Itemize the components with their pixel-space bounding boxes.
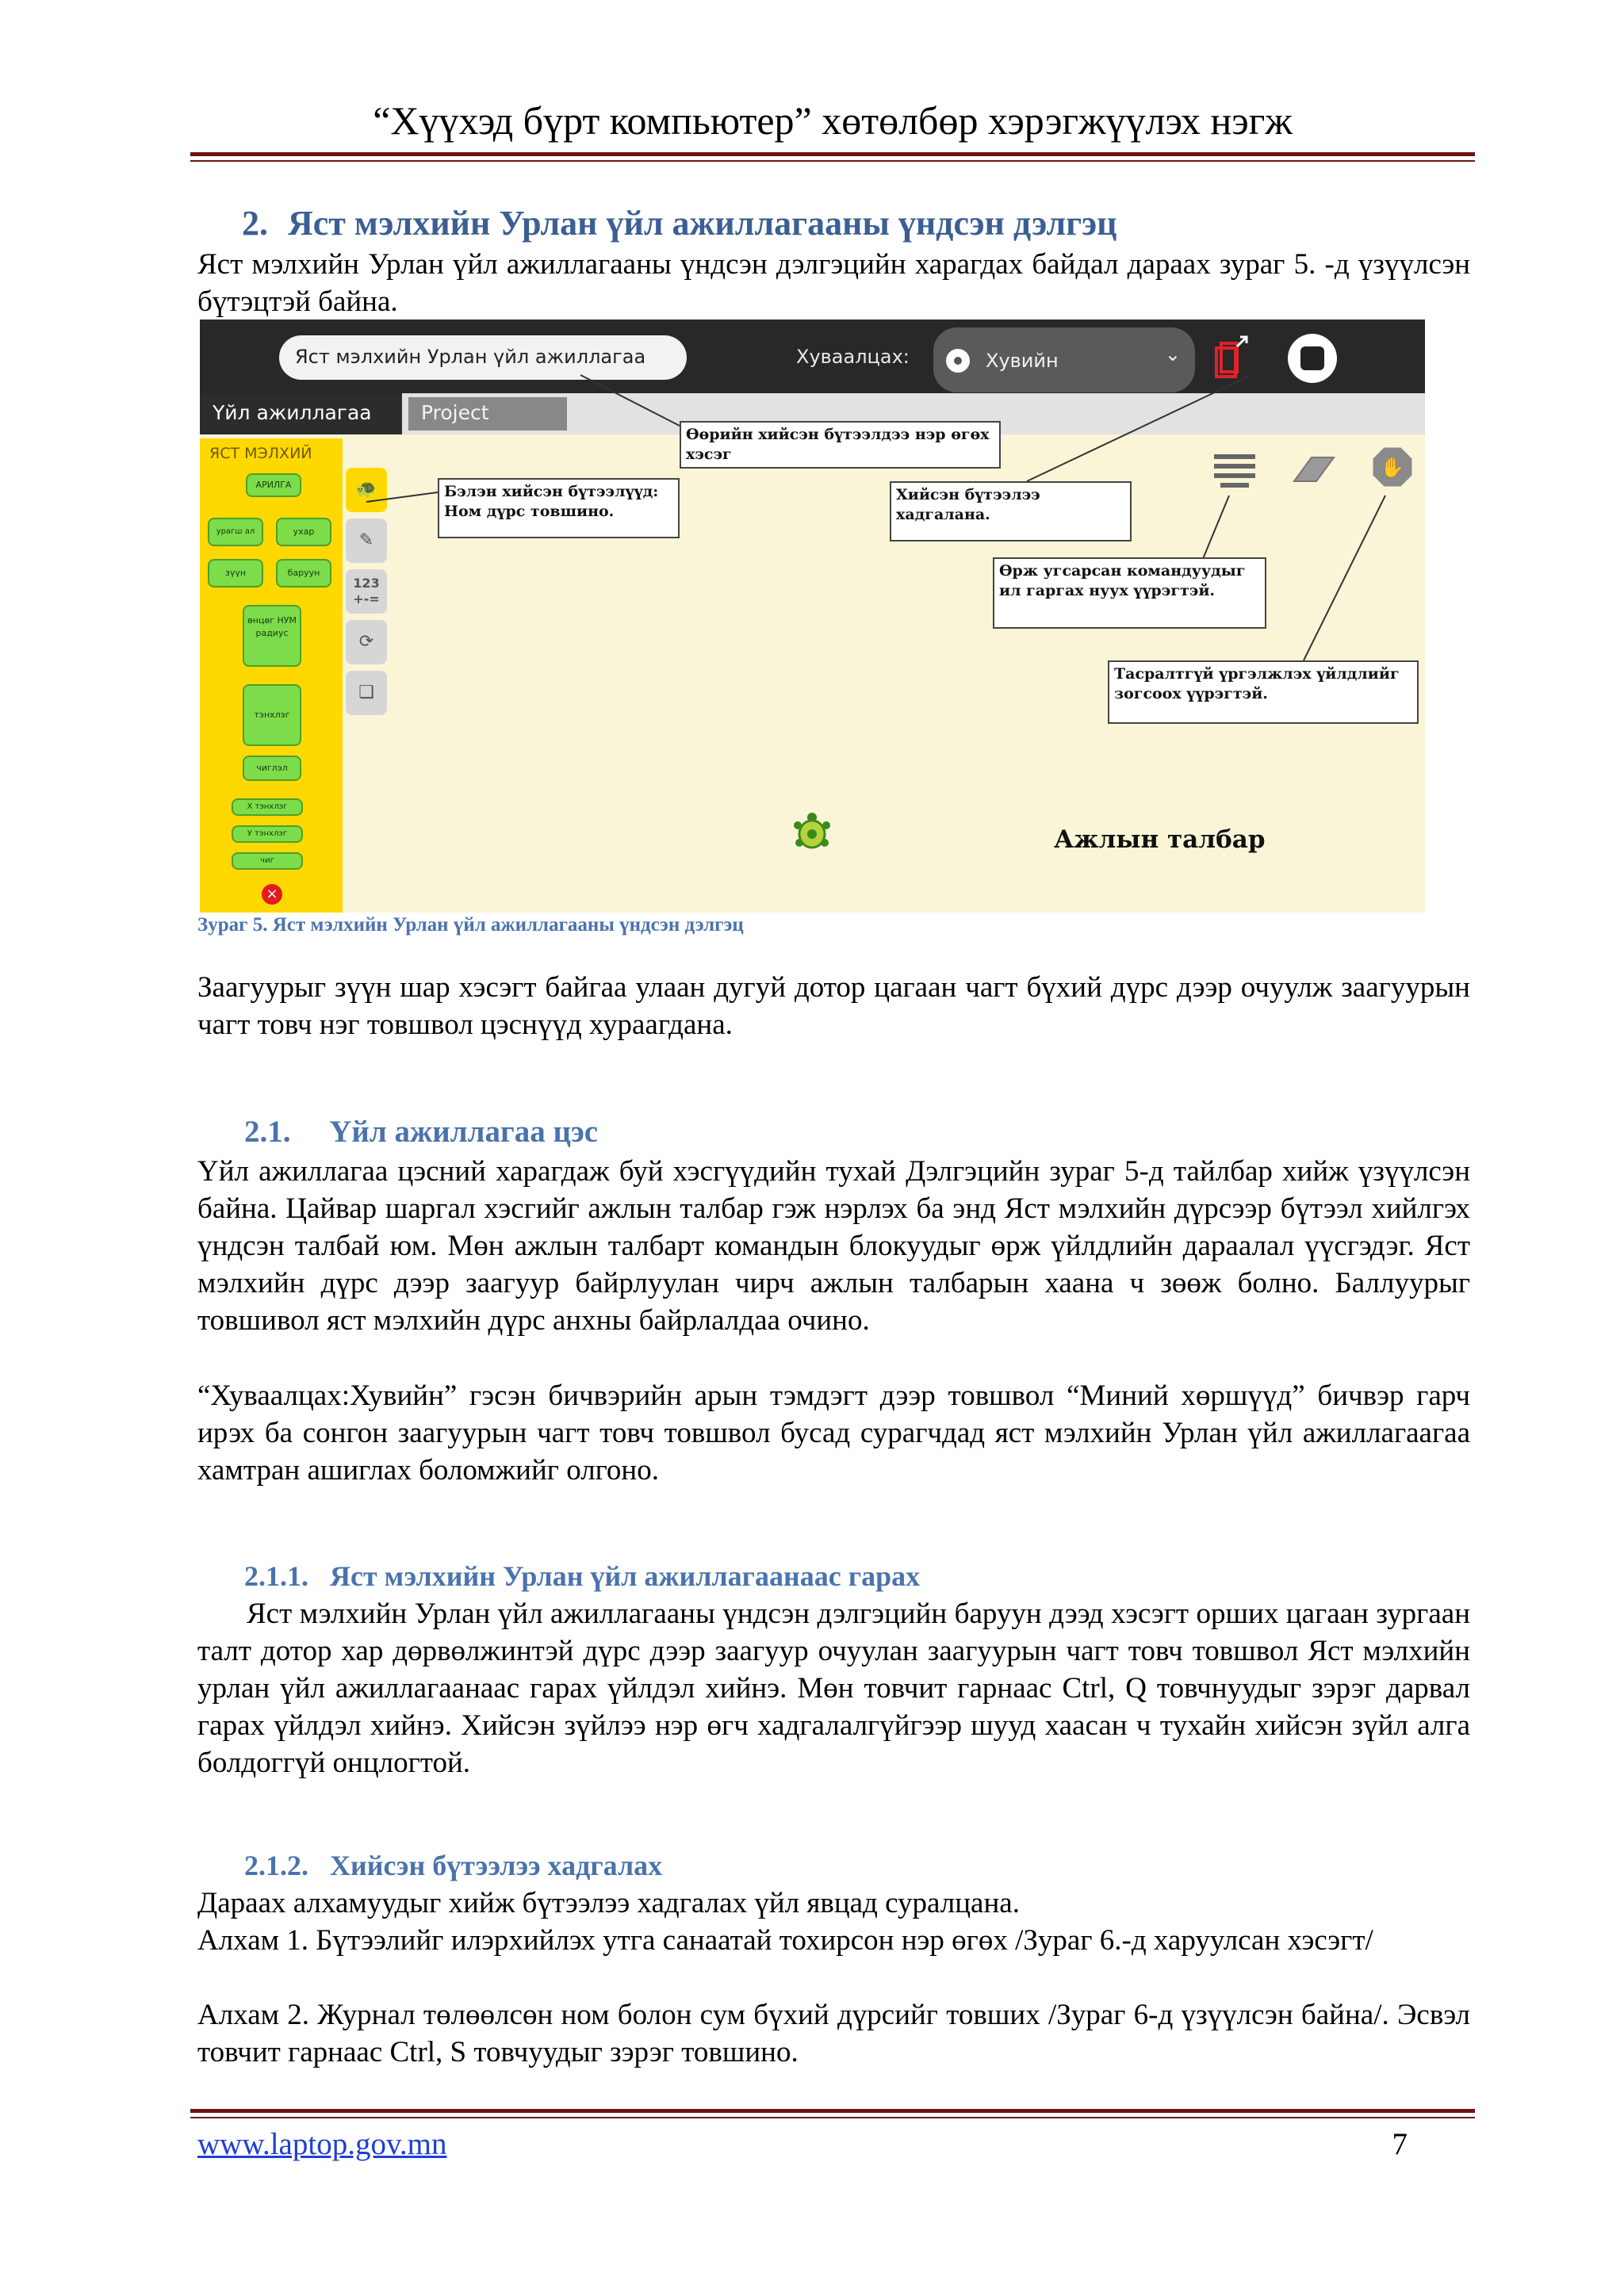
share-label: Хуваалцах: [796,346,910,368]
section-number: 2. [242,204,268,243]
block-right[interactable]: баруун [276,559,331,587]
palette-title: ЯСТ МЭЛХИЙ [209,445,312,462]
section-heading [242,201,1116,246]
numbers-icon: 123 +-= [353,576,380,607]
heading-2-1-2: 2.1.2. Хийсэн бүтээлээ хадгалах [244,1850,663,1881]
block-heading[interactable]: чиглэл [243,756,301,781]
loop-icon: ⟳ [358,632,374,652]
paragraph-2-1-2-step1: Алхам 1. Бүтээлийг илэрхийлэх утга санаатай тохирсон нэр өгөх /Зураг 6.-д харуулсан хэсэгт/ [197,1924,1373,1957]
footer-link[interactable]: www.laptop.gov.mn [197,2127,447,2161]
turtle-icon: 🐢 [355,480,377,499]
activity-title-field[interactable]: Яст мэлхийн Урлан үйл ажиллагаа [279,335,687,380]
blocks-icon: ❏ [358,683,374,702]
footer-rule [190,2109,1475,2118]
paragraph-2-1-2-a: Дараах алхамуудыг хийж бүтээлээ хадгалах үйл явцад суралцана. [197,1887,1020,1919]
turtle-sprite-icon[interactable] [791,811,833,852]
page-number: 7 [1392,2127,1408,2161]
block-xcor[interactable]: Х тэнхлэг [232,798,303,816]
callout-stop-loop: Тасралтгүй үргэлжлэх үйлдлийг зогсоох үүрэгтэй. [1108,660,1419,724]
block-back[interactable]: ухар [276,518,331,546]
callout-hide-commands: Өрж угсарсан командуудыг ил гаргах нуух үүрэгтэй. [993,557,1266,629]
figure-caption: Зураг 5. Яст мэлхийн Урлан үйл ажиллагааны үндсэн дэлгэц [197,914,744,936]
block-setxy[interactable]: тэнхлэг [243,684,301,746]
pen-icon: ✎ [358,530,374,550]
heading-2-1-1: 2.1.1. Яст мэлхийн Урлан үйл ажиллагаанаас гарах [244,1560,921,1592]
callout-save-work: Хийсэн бүтээлээ хадгалана. [890,481,1132,541]
running-header: “Хүүхэд бүрт компьютер” хөтөлбөр хэрэгжүүлэх нэгж [373,98,1293,143]
chevron-down-icon: ⌄ [1164,343,1181,365]
block-clear[interactable]: АРИЛГА [246,473,301,497]
paragraph-2-1-1: Яст мэлхийн Урлан үйл ажиллагааны үндсэн дэлгэцийн баруун дээд хэсэгт орших цагаан зургаан талт дотор хар дөрвөлжинтэй дүрс дээр заагуур очуулан заагуурын чагт товч товшвол Яст мэлхийн урлан үйл ажиллагаанаас гарах үйлдэл хийнэ. Мөн товчит гарнаас Ctrl, Q товчнуудыг зэрэг дарвал гарах үйлдэл хийнэ. Хийсэн зүйлээ нэр өгч хадгалалгүйгээр шууд хаасан ч тухайн хийсэн зүйл алга болдоггүй онцлогтой. [197,1598,1470,1779]
heading-2-1: 2.1. Үйл ажиллагаа цэс [244,1115,599,1149]
paragraph-2-1-2-step2: Алхам 2. Журнал төлөөлсөн ном болон сум бүхий дүрсийг товших /Зураг 6-д үзүүлсэн байна/. Эсвэл товчит гарнаас Ctrl, S товчуудыг зэрэг товшино. [197,1999,1470,2068]
block-forward[interactable]: урагш ал [208,518,263,546]
paragraph-2-1-a: Үйл ажиллагаа цэсний харагдаж буй хэсгүүдийн тухай Дэлгэцийн зураг 5-д тайлбар хийж үзүүлсэн байна. Цайвар шаргал хэсгийг ажлын талбар гэж нэрлэх ба энд Яст мэлхийн дүрсээр бүтээл хийлгэх үндсэн талбай юм. Мөн ажлын талбарт командын блокуудыг өрж үйлдлийн дараалал үүсгэдэг. Яст мэлхийн дүрс дээр заагуур байрлуулан чирч ажлын талбарын хаана ч зөөж болно. Баллуурыг товшивол яст мэлхийн дүрс анхны байрлалдаа очино. [197,1155,1470,1337]
block-ycor[interactable]: У тэнхлэг [232,825,303,843]
block-arc[interactable]: өнцөг НУМ радиус [243,605,301,667]
header-rule [190,152,1475,162]
paragraph-2-1-b: “Хуваалцах:Хувийн” гэсэн бичвэрийн арын тэмдэгт дээр товшвол “Миний хөршүүд” бичвэр гарч ирэх ба сонгон заагуурын чагт товч товшвол бусад сурагчдад яст мэлхийн Урлан үйл ажиллагаагаа хамтран ашиглах боломжийг олгоно. [197,1380,1470,1487]
callout-project-name: Өөрийн хийсэн бүтээлдээ нэр өгөх хэсэг [680,421,1001,469]
screenshot-figure [200,320,1425,913]
section-title: Яст мэлхийн Урлан үйл ажиллагааны үндсэн дэлгэц [288,204,1117,243]
svg-text:✋: ✋ [1380,455,1405,479]
block-left[interactable]: зүүн [208,559,263,587]
tab-project[interactable]: Project [408,397,567,430]
work-area-label: Ажлын талбар [1054,825,1266,854]
paragraph-collapse-menu: Заагуурыг зүүн шар хэсэгт байгаа улаан дугуй дотор цагаан чагт бүхий дүрс дээр очуулж заагуурын чагт товч нэг товшвол цэснүүд хураагдана. [197,971,1470,1041]
callout-ready-shapes: Бэлэн хийсэн бүтээлүүд: Ном дүрс товшино. [438,478,680,538]
block-heading-value[interactable]: чиг [232,852,303,870]
section-intro: Яст мэлхийн Урлан үйл ажиллагааны үндсэн дэлгэцийн харагдах байдал дараах зураг 5. -д үзүүлсэн бүтэцтэй байна. [197,248,1470,318]
share-value: Хувийн [986,350,1059,372]
tab-activity[interactable]: Үйл ажиллагаа [200,393,402,434]
collapse-palette-icon[interactable]: × [262,884,282,905]
